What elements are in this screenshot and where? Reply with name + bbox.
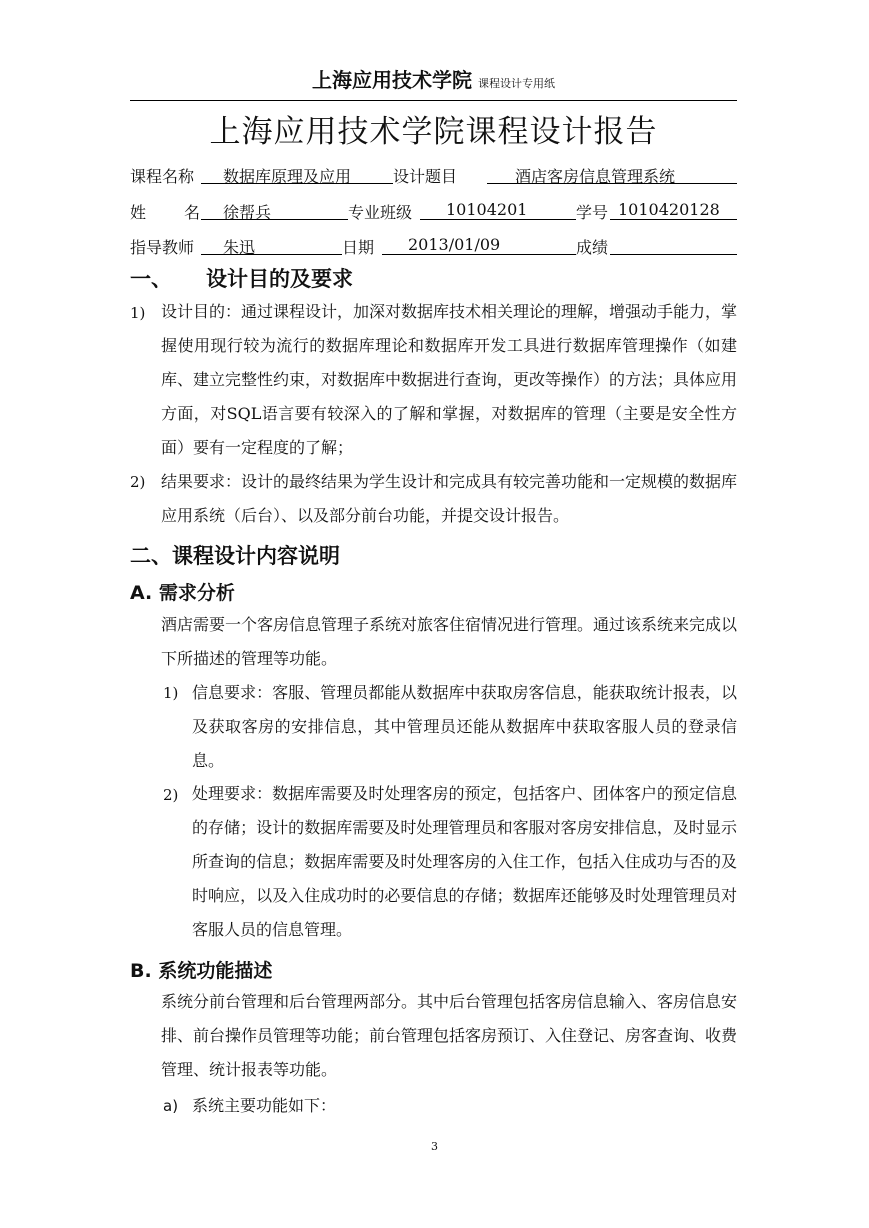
subsection-a-item2-text: 处理要求：数据库需要及时处理客房的预定，包括客户、团体客户的预定信息的存储；设计的数据库需要及时处理管理员和客服对客房安排信息，及时显示所查询的信息；数据库需要及时处理客房的入住工作，包括入住成功与否的及时响应，以及入住成功时的必要信息的存储；数据库还能够及时处理管理员对客服人员的信息管理。 [192, 784, 737, 939]
info-row-course [130, 160, 737, 190]
teacher-label: 指导教师 [130, 238, 195, 257]
header-school: 上海应用技术学院 [312, 68, 472, 92]
topic-value: 酒店客房信息管理系统 [515, 167, 676, 186]
info-row-teacher [130, 231, 737, 261]
section1-item1-text: 设计目的：通过课程设计，加深对数据库技术相关理论的理解，增强动手能力，掌握使用现行较为流行的数据库理论和数据库开发工具进行数据库管理操作（如建库、建立完整性约束，对数据库中数据进行查询，更改等操作）的方法；具体应用方面，对SQL语言要有较深入的了解和掌握，对数据库的管理（主要是安全性方面）要有一定程度的了解； [161, 302, 738, 457]
course-value: 数据库原理及应用 [223, 167, 352, 186]
class-field [420, 196, 576, 220]
section1-heading [130, 263, 353, 293]
class-value: 10104201 [446, 200, 528, 219]
id-field [610, 196, 737, 220]
header-subtitle: 课程设计专用纸 [478, 77, 555, 90]
report-title: 上海应用技术学院课程设计报告 [209, 114, 658, 150]
date-value: 2013/01/09 [408, 235, 501, 254]
subsection-b-text: 系统分前台管理和后台管理两部分。其中后台管理包括客房信息输入、客房信息安排、前台操作员管理等功能；前台管理包括客房预订、入住登记、房客查询、收费管理、统计报表等功能。 [161, 992, 738, 1079]
name-field [201, 196, 348, 220]
id-label: 学号 [576, 203, 609, 222]
name-label-2: 名 [184, 203, 201, 222]
subsection-a-item2-number: 2) [163, 786, 179, 804]
section1-number: 一、 [130, 267, 172, 291]
subsection-a-heading: A. 需求分析 [130, 582, 235, 604]
class-label: 专业班级 [348, 203, 413, 222]
subsection-b-heading: B. 系统功能描述 [130, 960, 273, 982]
subsection-a-item1-number: 1) [163, 684, 179, 702]
topic-label: 设计题目 [393, 167, 458, 186]
course-field [201, 160, 393, 184]
name-value: 徐帮兵 [223, 203, 272, 222]
section2-heading: 二、课程设计内容说明 [130, 544, 340, 568]
subsection-a-item1-text: 信息要求：客服、管理员都能从数据库中获取房客信息，能获取统计报表，以及获取客房的安排信息，其中管理员还能从数据库中获取客服人员的登录信息。 [192, 683, 737, 770]
id-value: 1010420128 [618, 200, 720, 219]
section1-title: 设计目的及要求 [206, 267, 353, 291]
date-field [382, 231, 576, 255]
course-label: 课程名称 [130, 167, 195, 186]
date-label: 日期 [342, 238, 375, 257]
subsection-a-text: 酒店需要一个客房信息管理子系统对旅客住宿情况进行管理。通过该系统来完成以下所描述的管理等功能。 [161, 615, 738, 668]
subsection-b-item-text: 系统主要功能如下： [192, 1096, 337, 1115]
name-label-1: 姓 [130, 203, 147, 222]
page-number: 3 [431, 1140, 438, 1153]
info-row-name [130, 196, 737, 226]
teacher-value: 朱迅 [223, 238, 256, 257]
subsection-b-item-number: a) [163, 1097, 179, 1115]
page-header [130, 64, 737, 101]
section1-item2-number: 2) [130, 473, 146, 491]
grade-field [610, 231, 737, 255]
grade-label: 成绩 [576, 238, 609, 257]
teacher-field [201, 231, 342, 255]
topic-field [487, 160, 737, 184]
section1-item2-text: 结果要求：设计的最终结果为学生设计和完成具有较完善功能和一定规模的数据库应用系统（后台）、以及部分前台功能，并提交设计报告。 [161, 472, 738, 525]
section1-item1-number: 1) [130, 304, 146, 322]
